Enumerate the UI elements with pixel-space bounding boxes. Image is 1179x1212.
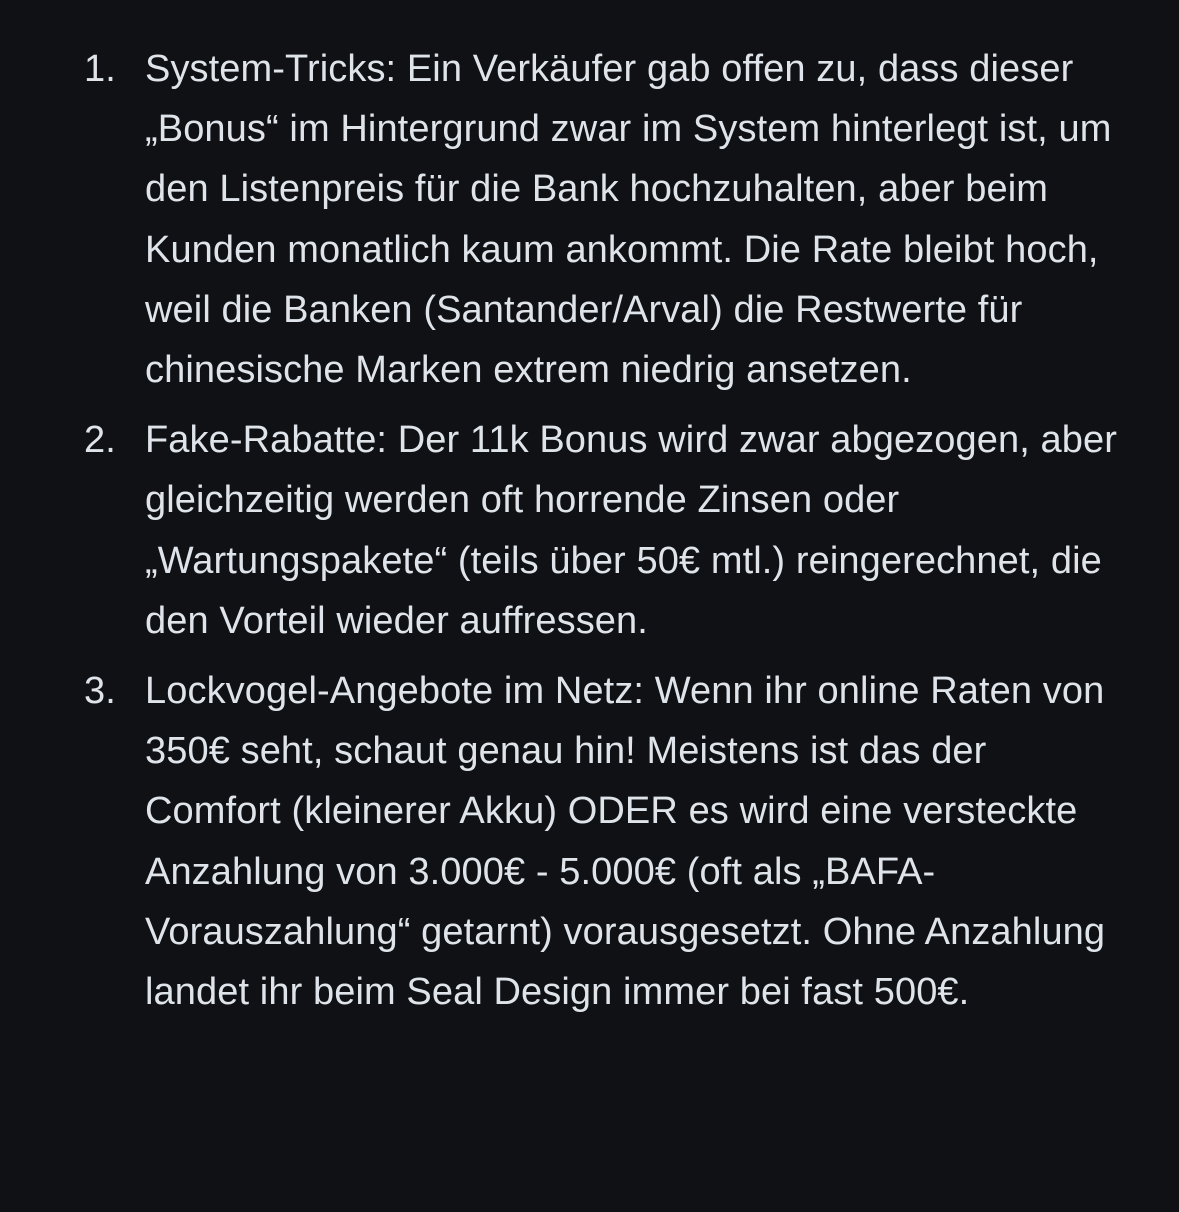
list-number: 1.	[84, 48, 116, 90]
list-number: 2.	[84, 419, 116, 462]
list-item-fake-rabatte	[0, 410, 1179, 651]
list-item-lockvogel-angebote	[0, 661, 1179, 1022]
numbered-list	[0, 39, 1179, 1022]
list-number: 3.	[84, 670, 116, 713]
list-item-system-tricks	[0, 39, 1179, 400]
list-item-text: System-Tricks: Ein Verkäufer gab offen zu, dass dieser „Bonus“ im Hintergrund zwar im System hinterlegt ist, um den Listenpreis für die Bank hochzuhalten, aber beim Kunden monatlich kaum ankommt. Die Rate bleibt hoch, weil die Banken (Santander/Arval) die Restwerte für chinesische Marken extrem niedrig ansetzen.	[145, 48, 1112, 392]
list-item-text: Fake-Rabatte: Der 11k Bonus wird zwar abgezogen, aber gleichzeitig werden oft horrende Zinsen oder „Wartungspakete“ (teils über 50€ mtl.) reingerechnet, die den Vorteil wieder auffressen.	[145, 419, 1117, 642]
list-item-text: Lockvogel-Angebote im Netz: Wenn ihr online Raten von 350€ seht, schaut genau hin! Meistens ist das der Comfort (kleinerer Akku) ODER es wird eine versteckte Anzahlung von 3.000€ - 5.000€ (oft als „BAFA-Vorauszahlung“ getarnt) vorausgesetzt. Ohne Anzahlung landet ihr beim Seal Design immer bei fast 500€.	[145, 670, 1106, 1014]
